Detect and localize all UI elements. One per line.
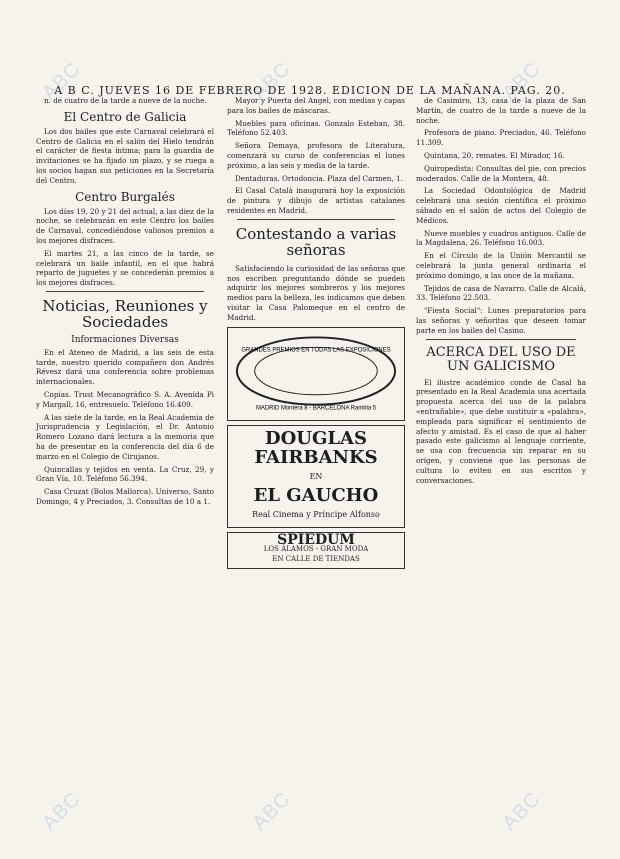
film-actor: DOUGLAS FAIRBANKS xyxy=(254,427,378,468)
section-title: Contestando a varias señoras xyxy=(235,224,397,259)
seal-top-text: GRANDES PREMIOS EN TODAS LAS EXPOSICIONES xyxy=(241,346,391,353)
article-paragraph: "Fiesta Social": Lunes preparatorios para las señoras y señoritas que deseen tomar parte en los bailes del Casino. xyxy=(416,306,586,335)
article-paragraph: En el Círculo de la Unión Mercantil se celebrará la junta general ordinaria el próximo domingo, a las once de la mañana. xyxy=(416,251,586,280)
article-paragraph: Tejidos de casa de Navarro. Calle de Alcalá, 33. Teléfono 22.503. xyxy=(416,283,586,303)
watermark-mark: ABC xyxy=(498,57,546,105)
section-subtitle: Informaciones Diversas xyxy=(71,334,179,345)
section-divider xyxy=(46,291,204,292)
article-paragraph: Quintana, 20, remates. El Mirador, 16. xyxy=(424,150,565,160)
film-title: EL GAUCHO xyxy=(253,484,379,506)
section-title: ACERCA DEL USO DE UN GALICISMO xyxy=(426,344,576,374)
article-paragraph: La Sociedad Odontológica de Madrid celebrará una sesión científica el próximo sábado en el salón de actos del Colegio de Médicos. xyxy=(416,186,586,225)
section-divider xyxy=(426,339,576,340)
article-paragraph: Profesora de piano. Preciados, 46. Teléfono 11.309. xyxy=(416,128,586,148)
article-paragraph: A las siete de la tarde, en la Real Academia de Jurisprudencia y Legislación, el Dr. Antonio Romero Lozano dará lectura a la memoria que ha de presentar en la conferencia del día 6 de marzo en el Colegio de Cirujanos. xyxy=(36,412,214,461)
spiedum-brand: SPIEDUM xyxy=(277,531,355,548)
film-advertisement xyxy=(227,425,405,528)
article-paragraph: Quiropedista: Consultas del pie, con precios moderados. Calle de la Montera, 48. xyxy=(416,163,586,183)
seal-advertisement xyxy=(227,327,405,421)
article-paragraph: Casa Cruzat (Bolos Mallorca). Universo, Santo Domingo, 4 y Preciados, 3. Consultas de 10 a 1. xyxy=(36,487,214,506)
film-connector: EN xyxy=(309,471,323,481)
watermark-mark: ABC xyxy=(248,57,296,105)
article-paragraph: de Casimiro, 13, casa de la plaza de San Martín, de cuatro de la tarde a nueve de la noche. xyxy=(416,96,586,125)
article-paragraph: El ilustre académico conde de Casal ha presentado en la Real Academia una acertada propuesta acerca del uso de la palabra «entrañable», que debe sustituir a «palabra», empleada para significar el sentimiento de afecto y amistad. Es el caso de que al haber pasado este galicismo al lenguaje corriente, se usa con frecuencia sin reparar en su origen, y conviene que las personas de cultura lo eviten en sus escritos y conversaciones. xyxy=(416,377,586,485)
article-paragraph: En el Ateneo de Madrid, a las seis de esta tarde, nuestro querido compañero don Andrés Révesz dará una conferencia sobre problemas internacionales. xyxy=(36,347,214,387)
watermark-mark: ABC xyxy=(498,787,546,835)
article-heading: Centro Burgalés xyxy=(75,189,175,204)
article-paragraph: n. de cuatro de la tarde a nueve de la noche. xyxy=(44,96,207,105)
page-header: A B C. JUEVES 16 DE FEBRERO DE 1928. EDICION DE LA MAÑANA. PAG. 20. xyxy=(54,84,566,97)
article-paragraph: Los dos bailes que este Carnaval celebrará el Centro de Galicia en el salón del Hielo tendrán el carácter de fiesta íntima; para la guardia de invitaciones se ha fijado un plazo, y se ruega a los socios hagan sus peticiones en la Secretaría del Centro. xyxy=(36,126,214,185)
column-left xyxy=(36,96,214,510)
article-paragraph: Satisfaciendo la curiosidad de las señoras que nos escriben preguntando dónde se pueden adquirir los mejores sombreros y los mejores medios para la belleza, les indicamos que deben visitar la Casa Palomeque en el centro de Madrid. xyxy=(227,263,405,322)
article-paragraph: Señora Demaya, profesora de Literatura, comenzará su curso de conferencias el lunes próximo, a las seis y media de la tarde. xyxy=(227,141,405,170)
article-paragraph: El Casal Català inaugurará hoy la exposición de pintura y dibujo de artistas catalanes residentes en Madrid. xyxy=(227,186,405,215)
spiedum-line: LOS ÁLAMOS - GRAN MODA xyxy=(263,545,369,554)
watermark-mark: ABC xyxy=(38,57,86,105)
article-paragraph: Dentaduras. Ortodoncia. Plaza del Carmen, 1. xyxy=(235,173,403,183)
article-paragraph: Mayor y Puerta del Angel, con medias y capas para los bailes de máscaras. xyxy=(227,96,405,115)
article-paragraph: El martes 21, a las cinco de la tarde, se celebrará un baile infantil, en el que habrá reparto de juguetes y se concederán premios a los mejores disfraces. xyxy=(36,248,214,288)
article-paragraph: Los días 19, 20 y 21 del actual, a las diez de la noche, se celebrarán en este Centro los bailes de Carnaval, concediéndose valiosos premios a los mejores disfraces. xyxy=(36,206,214,245)
seal-bottom-text: MADRID Montera 8 - BARCELONA Rambla 5 xyxy=(255,405,377,412)
section-title: Noticias, Reuniones y Sociedades xyxy=(42,296,208,331)
article-paragraph: Nueve muebles y cuadros antiguos. Calle de la Magdalena, 26. Teléfono 16.003. xyxy=(416,228,586,248)
spiedum-line: EN CALLE DE TIENDAS xyxy=(272,555,360,564)
seal-graphic xyxy=(231,333,401,415)
spiedum-advertisement xyxy=(227,532,405,569)
article-heading: El Centro de Galicia xyxy=(63,109,187,124)
film-venue: Real Cinema y Príncipe Alfonso xyxy=(252,509,380,519)
article-paragraph: Copias. Trust Mecanográfico S. A. Avenida Pi y Margall, 16, entresuelo. Teléfono 16.409. xyxy=(36,389,214,409)
section-divider xyxy=(237,219,395,220)
column-middle xyxy=(227,96,405,573)
article-paragraph: Quincallas y tejidos en venta. La Cruz, 29, y Gran Vía, 10. Teléfono 56.394. xyxy=(36,464,214,484)
article-paragraph: Muebles para oficinas. Gonzalo Esteban, 38. Teléfono 52.403. xyxy=(227,118,405,138)
watermark-mark: ABC xyxy=(38,787,86,835)
watermark-mark: ABC xyxy=(248,787,296,835)
column-right xyxy=(416,96,586,488)
